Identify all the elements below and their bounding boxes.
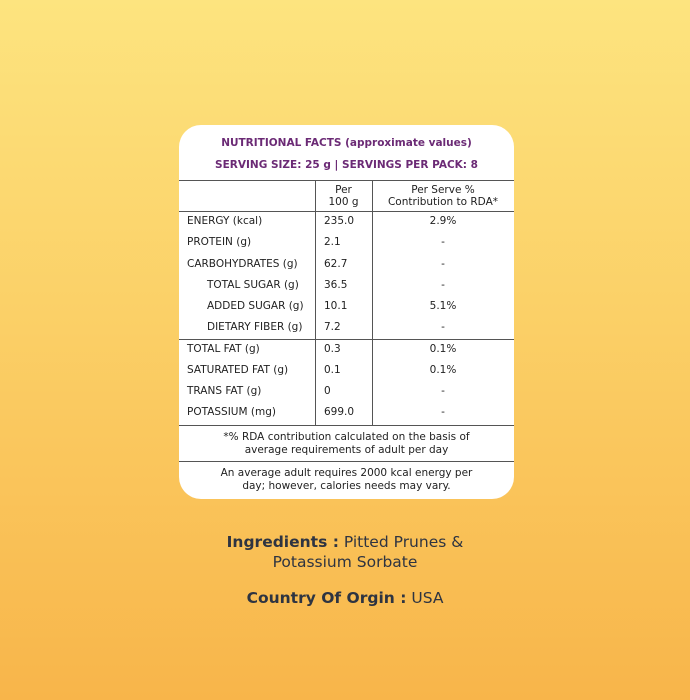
nutrient-value: 235.0 (324, 215, 355, 227)
nutrient-rda: 0.1% (429, 364, 457, 376)
origin-label: Country Of Orgin : (246, 589, 407, 607)
nutrient-label: SATURATED FAT (g) (187, 364, 289, 376)
ingredients-line2: Potassium Sorbate (272, 553, 418, 571)
row-divider (179, 339, 514, 340)
calorie-note: An average adult requires 2000 kcal energy per day; however, calories needs may vary. (220, 467, 473, 492)
nutrient-label: POTASSIUM (mg) (187, 406, 276, 418)
nutrient-rda: - (441, 406, 445, 418)
ingredients (0, 532, 690, 572)
nutrient-value: 62.7 (324, 258, 348, 270)
column-divider (315, 180, 316, 425)
nutrient-rda: 2.9% (429, 215, 457, 227)
nutrient-label: TOTAL FAT (g) (187, 343, 260, 355)
nutrient-label: PROTEIN (g) (187, 236, 252, 248)
header-divider (179, 211, 514, 212)
nutrient-label: DIETARY FIBER (g) (207, 321, 303, 333)
nutrient-rda: - (441, 385, 445, 397)
nutrient-label: ENERGY (kcal) (187, 215, 263, 227)
country-of-origin (0, 588, 690, 608)
rda-footnote: *% RDA contribution calculated on the basis of average requirements of adult per day (223, 431, 470, 456)
table-border (179, 180, 514, 181)
nutrition-title: NUTRITIONAL FACTS (approximate values) (221, 137, 472, 149)
nutrient-rda: 5.1% (429, 300, 457, 312)
nutrient-rda: - (441, 321, 445, 333)
serving-info: SERVING SIZE: 25 g | SERVINGS PER PACK: 8 (215, 159, 478, 171)
rda-header: Per Serve % Contribution to RDA* (387, 184, 499, 208)
nutrient-value: 699.0 (324, 406, 355, 418)
nutrient-rda: - (441, 236, 445, 248)
nutrient-value: 7.2 (324, 321, 341, 333)
nutrient-value: 2.1 (324, 236, 341, 248)
nutrient-value: 0.3 (324, 343, 341, 355)
nutrition-facts-card (179, 125, 514, 499)
nutrient-value: 0 (324, 385, 331, 397)
note-divider (179, 461, 514, 462)
ingredients-label: Ingredients : (226, 533, 339, 551)
table-bottom (179, 425, 514, 426)
nutrient-label: ADDED SUGAR (g) (207, 300, 304, 312)
nutrient-value: 10.1 (324, 300, 348, 312)
nutrient-value: 0.1 (324, 364, 341, 376)
nutrient-rda: - (441, 258, 445, 270)
origin-value: USA (411, 589, 444, 607)
nutrient-rda: 0.1% (429, 343, 457, 355)
nutrient-label: CARBOHYDRATES (g) (187, 258, 298, 270)
per100-header: Per 100 g (328, 184, 359, 208)
nutrient-rda: - (441, 279, 445, 291)
nutrient-value: 36.5 (324, 279, 348, 291)
nutrient-label: TRANS FAT (g) (187, 385, 262, 397)
nutrient-label: TOTAL SUGAR (g) (207, 279, 299, 291)
ingredients-line1: Pitted Prunes & (343, 533, 464, 551)
